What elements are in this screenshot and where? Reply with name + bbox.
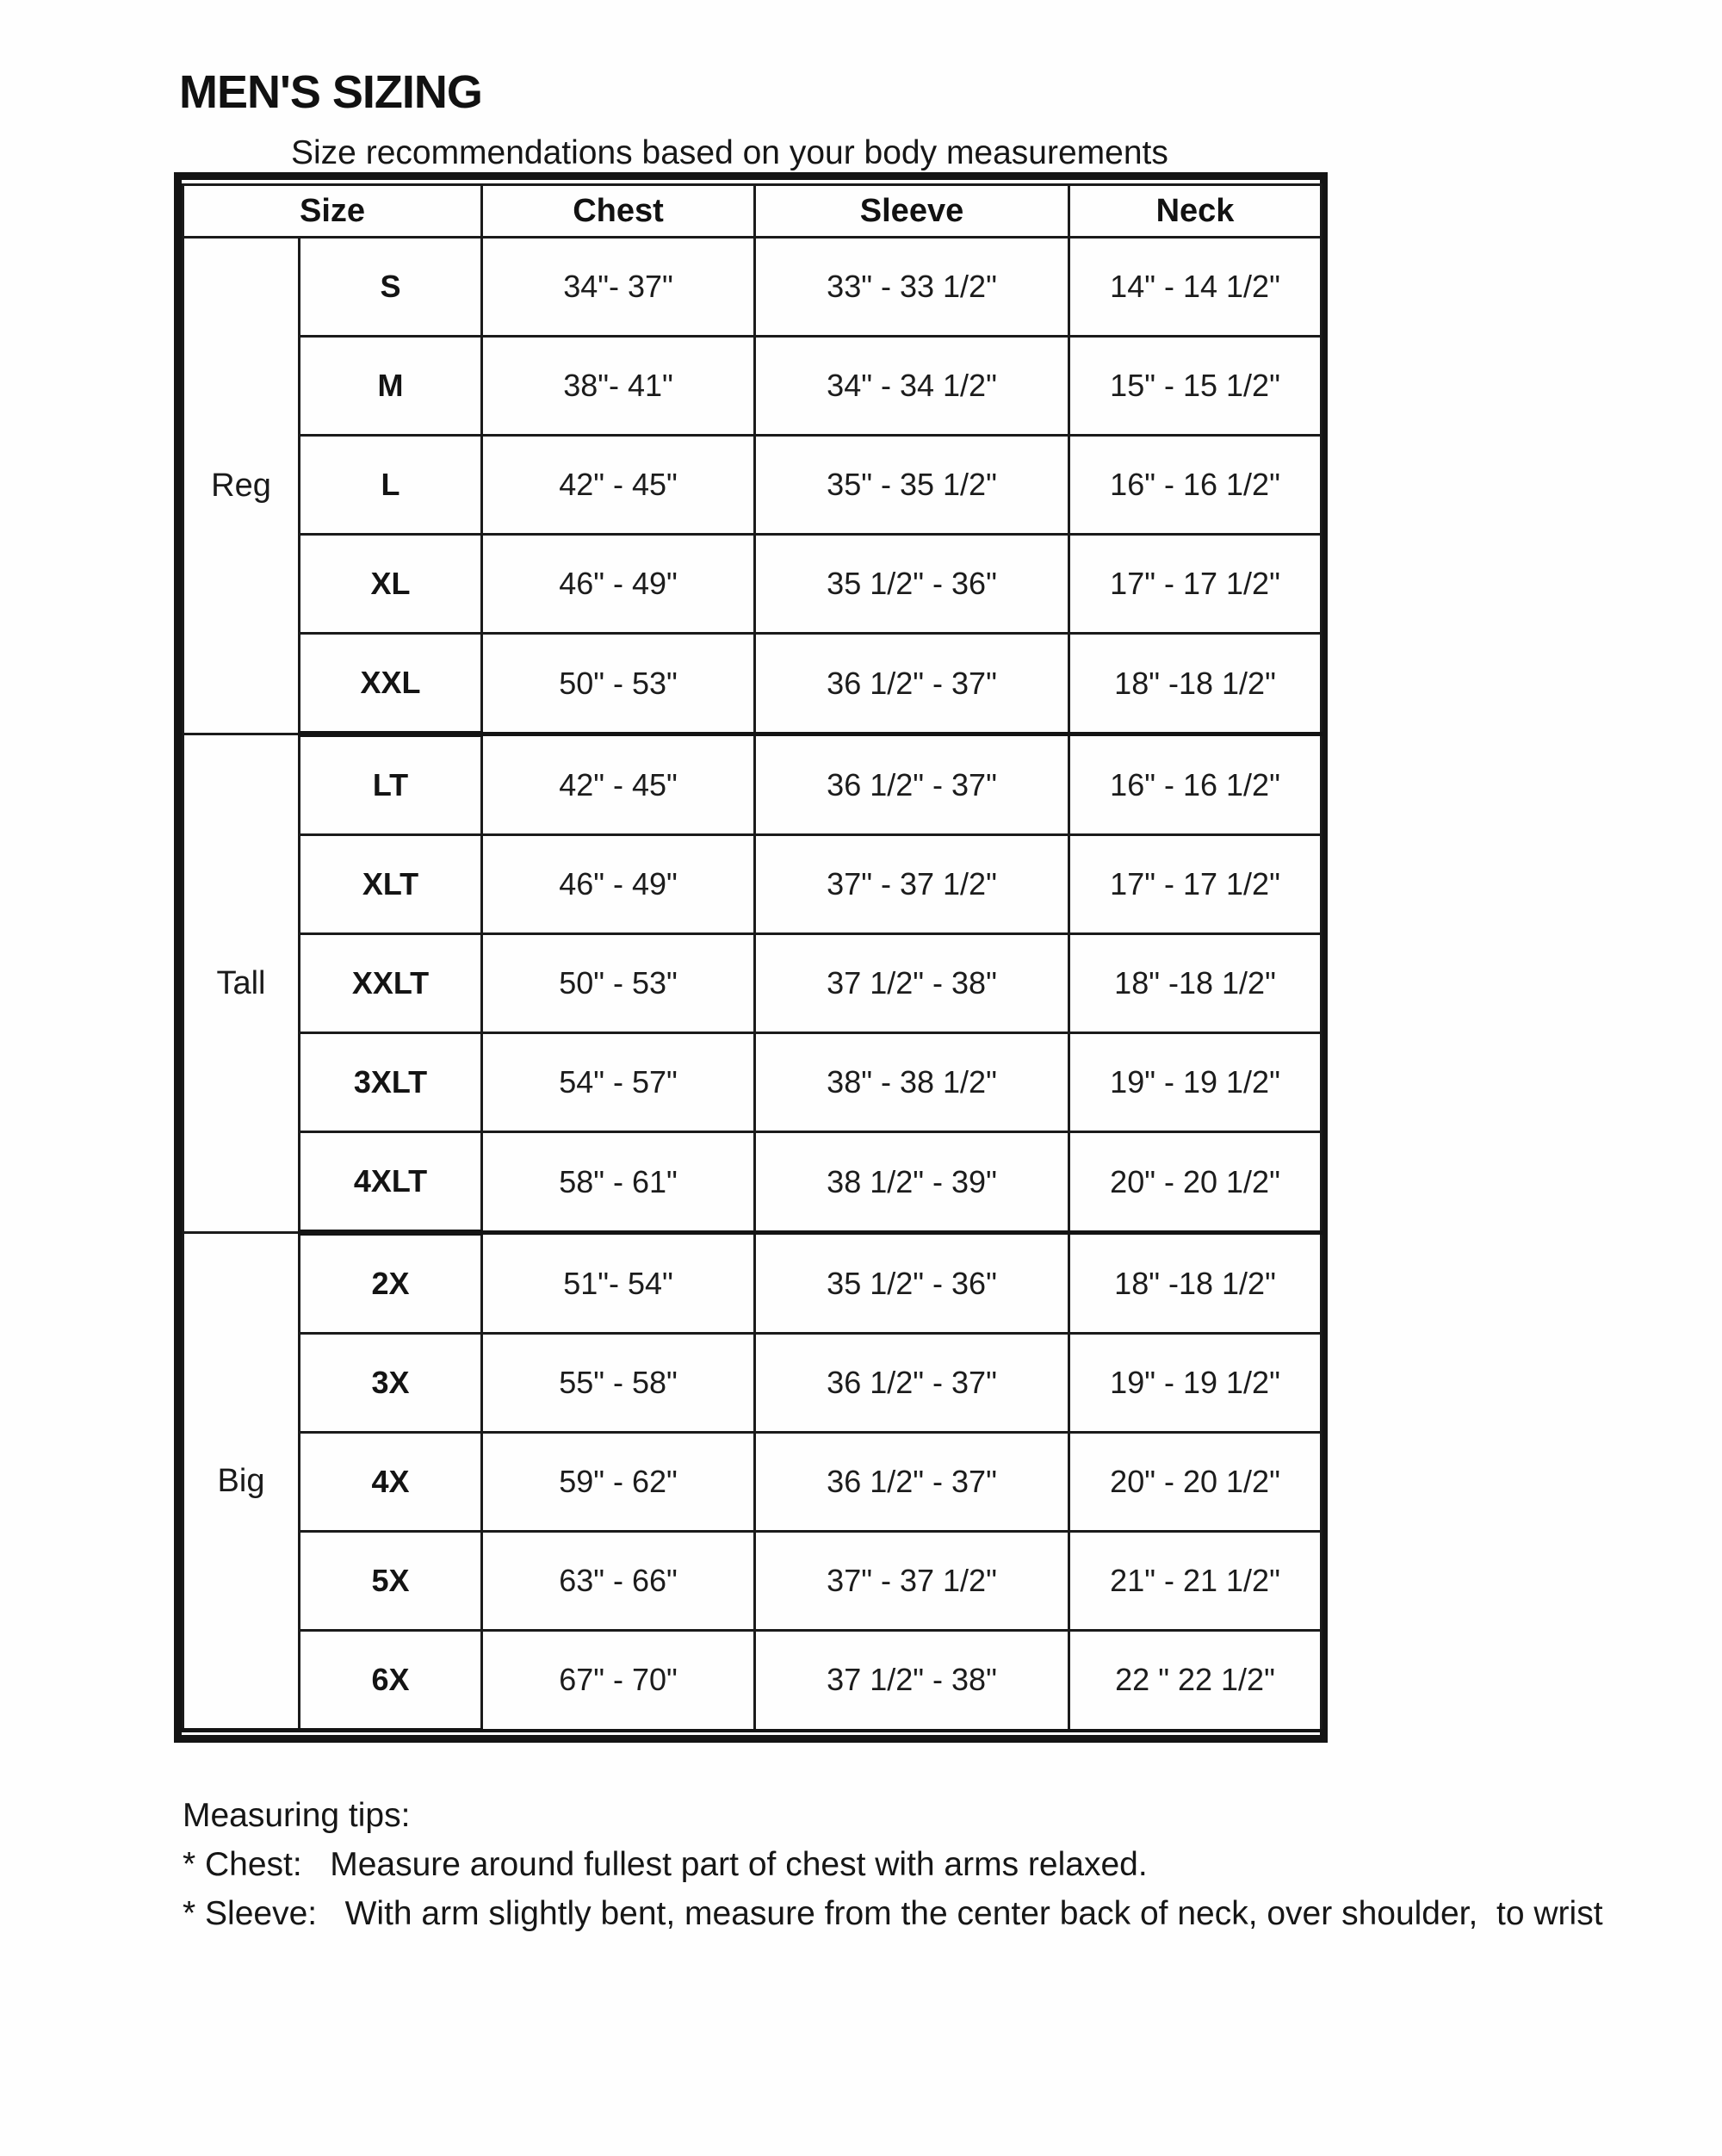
size-cell: LT	[300, 734, 482, 835]
measuring-tip-sleeve: * Sleeve: With arm slightly bent, measure from the center back of neck, over shoulder, to wrist	[183, 1895, 1603, 1932]
size-cell: L	[300, 436, 482, 535]
sleeve-cell: 33" - 33 1/2"	[755, 238, 1069, 337]
neck-cell: 16" - 16 1/2"	[1069, 734, 1322, 835]
chest-cell: 46" - 49"	[482, 535, 755, 634]
chest-cell: 51"- 54"	[482, 1233, 755, 1334]
neck-cell: 21" - 21 1/2"	[1069, 1532, 1322, 1631]
sleeve-cell: 38 1/2" - 39"	[755, 1132, 1069, 1233]
group-label: Tall	[183, 734, 300, 1233]
column-header-neck: Neck	[1069, 185, 1322, 238]
table-row	[183, 1233, 1322, 1334]
sleeve-cell: 35 1/2" - 36"	[755, 1233, 1069, 1334]
table-row	[183, 734, 1322, 835]
chest-cell: 38"- 41"	[482, 337, 755, 436]
size-cell: 4X	[300, 1433, 482, 1532]
header-row	[183, 185, 1322, 238]
measuring-tip-chest: * Chest: Measure around fullest part of chest with arms relaxed.	[183, 1846, 1148, 1883]
size-cell: 4XLT	[300, 1132, 482, 1233]
chest-cell: 34"- 37"	[482, 238, 755, 337]
table-row	[183, 835, 1322, 934]
group-label: Big	[183, 1233, 300, 1731]
size-cell: 6X	[300, 1631, 482, 1731]
sleeve-cell: 37" - 37 1/2"	[755, 835, 1069, 934]
column-header-sleeve: Sleeve	[755, 185, 1069, 238]
neck-cell: 22 " 22 1/2"	[1069, 1631, 1322, 1731]
chest-cell: 42" - 45"	[482, 436, 755, 535]
size-group-tall	[183, 734, 1322, 1233]
size-cell: 2X	[300, 1233, 482, 1334]
neck-cell: 16" - 16 1/2"	[1069, 436, 1322, 535]
table-row	[183, 436, 1322, 535]
chest-cell: 50" - 53"	[482, 634, 755, 734]
table-row	[183, 238, 1322, 337]
chest-cell: 42" - 45"	[482, 734, 755, 835]
chest-cell: 63" - 66"	[482, 1532, 755, 1631]
sleeve-cell: 35 1/2" - 36"	[755, 535, 1069, 634]
sleeve-cell: 36 1/2" - 37"	[755, 734, 1069, 835]
table-row	[183, 934, 1322, 1033]
chest-cell: 55" - 58"	[482, 1334, 755, 1433]
sizing-table-container	[174, 172, 1328, 1743]
page-subtitle: Size recommendations based on your body measurements	[291, 134, 1168, 171]
chest-cell: 50" - 53"	[482, 934, 755, 1033]
table-row	[183, 337, 1322, 436]
neck-cell: 19" - 19 1/2"	[1069, 1334, 1322, 1433]
size-cell: 3XLT	[300, 1033, 482, 1132]
chest-cell: 46" - 49"	[482, 835, 755, 934]
sleeve-cell: 37 1/2" - 38"	[755, 934, 1069, 1033]
table-row	[183, 1631, 1322, 1731]
measuring-tips-heading: Measuring tips:	[183, 1797, 411, 1834]
neck-cell: 20" - 20 1/2"	[1069, 1433, 1322, 1532]
size-cell: 5X	[300, 1532, 482, 1631]
neck-cell: 19" - 19 1/2"	[1069, 1033, 1322, 1132]
column-header-chest: Chest	[482, 185, 755, 238]
chest-cell: 54" - 57"	[482, 1033, 755, 1132]
sleeve-cell: 36 1/2" - 37"	[755, 634, 1069, 734]
table-row	[183, 1532, 1322, 1631]
sleeve-cell: 35" - 35 1/2"	[755, 436, 1069, 535]
neck-cell: 18" -18 1/2"	[1069, 934, 1322, 1033]
neck-cell: 18" -18 1/2"	[1069, 1233, 1322, 1334]
size-cell: XL	[300, 535, 482, 634]
neck-cell: 15" - 15 1/2"	[1069, 337, 1322, 436]
chest-cell: 59" - 62"	[482, 1433, 755, 1532]
neck-cell: 17" - 17 1/2"	[1069, 535, 1322, 634]
size-cell: 3X	[300, 1334, 482, 1433]
chest-cell: 67" - 70"	[482, 1631, 755, 1731]
size-group-big	[183, 1233, 1322, 1731]
sizing-table	[182, 183, 1322, 1732]
table-row	[183, 1433, 1322, 1532]
size-group-reg	[183, 238, 1322, 734]
size-cell: XLT	[300, 835, 482, 934]
neck-cell: 20" - 20 1/2"	[1069, 1132, 1322, 1233]
column-header-size: Size	[183, 185, 482, 238]
table-row	[183, 634, 1322, 734]
size-cell: M	[300, 337, 482, 436]
neck-cell: 14" - 14 1/2"	[1069, 238, 1322, 337]
sleeve-cell: 34" - 34 1/2"	[755, 337, 1069, 436]
page-title: MEN'S SIZING	[179, 66, 482, 118]
size-cell: XXL	[300, 634, 482, 734]
table-row	[183, 1033, 1322, 1132]
table-row	[183, 1334, 1322, 1433]
table-row	[183, 535, 1322, 634]
neck-cell: 17" - 17 1/2"	[1069, 835, 1322, 934]
sleeve-cell: 37 1/2" - 38"	[755, 1631, 1069, 1731]
neck-cell: 18" -18 1/2"	[1069, 634, 1322, 734]
sleeve-cell: 38" - 38 1/2"	[755, 1033, 1069, 1132]
table-row	[183, 1132, 1322, 1233]
sleeve-cell: 37" - 37 1/2"	[755, 1532, 1069, 1631]
group-label: Reg	[183, 238, 300, 734]
size-cell: XXLT	[300, 934, 482, 1033]
size-cell: S	[300, 238, 482, 337]
sleeve-cell: 36 1/2" - 37"	[755, 1334, 1069, 1433]
table-header	[183, 185, 1322, 238]
measuring-tips	[183, 1791, 1603, 1938]
sleeve-cell: 36 1/2" - 37"	[755, 1433, 1069, 1532]
chest-cell: 58" - 61"	[482, 1132, 755, 1233]
